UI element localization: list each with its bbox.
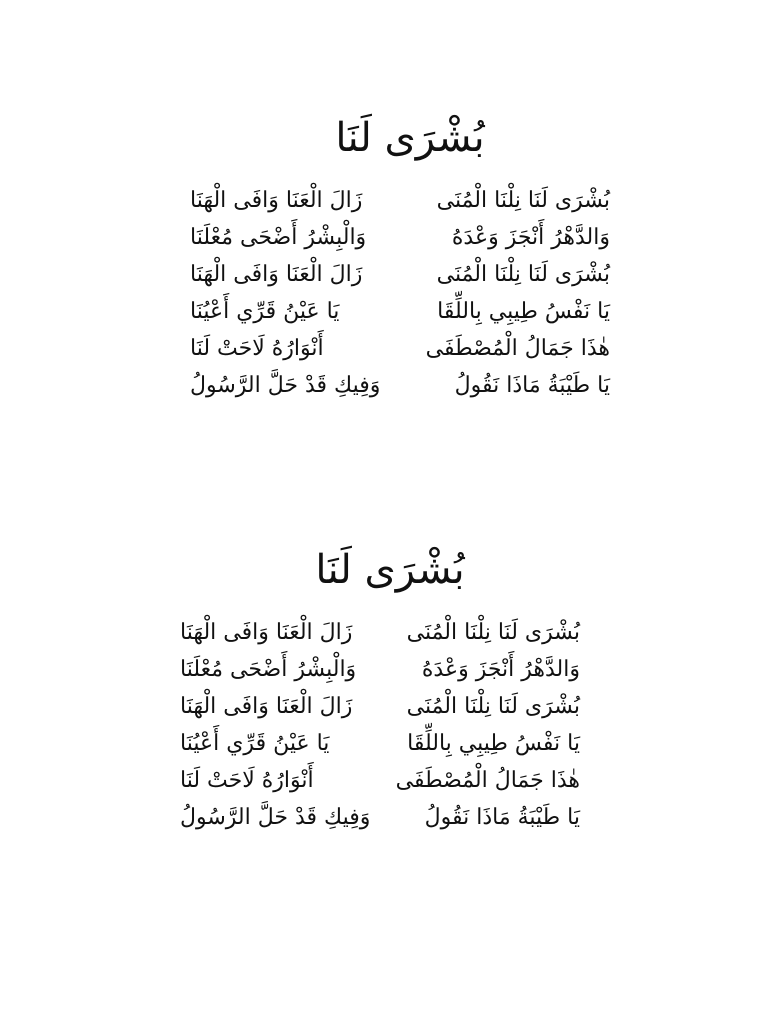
verse-list <box>190 182 610 404</box>
poem-block <box>190 108 610 404</box>
verse-line <box>180 651 580 688</box>
verse-list <box>180 614 580 836</box>
poem-block <box>180 540 580 836</box>
verse-second-hemistich: يَا عَيْنُ قَرِّي أَعْيُنَا <box>180 731 330 756</box>
poem-title: بُشْرَى لَنَا <box>315 547 465 593</box>
verse-first-hemistich: بُشْرَى لَنَا نِلْنَا الْمُنَى <box>436 262 610 287</box>
verse-first-hemistich: بُشْرَى لَنَا نِلْنَا الْمُنَى <box>436 188 610 213</box>
verse-second-hemistich: وَفِيكِ قَدْ حَلَّ الرَّسُولُ <box>180 805 371 830</box>
verse-second-hemistich: زَالَ الْعَنَا وَافَى الْهَنَا <box>190 262 363 287</box>
verse-first-hemistich: يَا نَفْسُ طِيبِي بِاللِّقَا <box>407 731 580 756</box>
verse-first-hemistich: هٰذَا جَمَالُ الْمُصْطَفَى <box>425 336 610 361</box>
verse-second-hemistich: وَفِيكِ قَدْ حَلَّ الرَّسُولُ <box>190 373 381 398</box>
verse-second-hemistich: أَنْوَارُهُ لَاحَتْ لَنَا <box>180 768 314 793</box>
verse-line <box>190 330 610 367</box>
verse-first-hemistich: يَا نَفْسُ طِيبِي بِاللِّقَا <box>437 299 610 324</box>
verse-second-hemistich: أَنْوَارُهُ لَاحَتْ لَنَا <box>190 336 324 361</box>
verse-line <box>180 614 580 651</box>
verse-line <box>190 256 610 293</box>
verse-first-hemistich: وَالدَّهْرُ أَنْجَزَ وَعْدَهُ <box>451 225 610 250</box>
verse-line <box>180 799 580 836</box>
verse-first-hemistich: هٰذَا جَمَالُ الْمُصْطَفَى <box>395 768 580 793</box>
verse-line <box>180 725 580 762</box>
verse-second-hemistich: زَالَ الْعَنَا وَافَى الْهَنَا <box>180 694 353 719</box>
verse-first-hemistich: يَا طَيْبَةُ مَاذَا نَقُولُ <box>454 373 610 398</box>
verse-line <box>190 219 610 256</box>
verse-line <box>180 762 580 799</box>
verse-first-hemistich: بُشْرَى لَنَا نِلْنَا الْمُنَى <box>406 620 580 645</box>
verse-line <box>190 367 610 404</box>
verse-line <box>190 293 610 330</box>
verse-second-hemistich: زَالَ الْعَنَا وَافَى الْهَنَا <box>190 188 363 213</box>
verse-line <box>180 688 580 725</box>
verse-first-hemistich: بُشْرَى لَنَا نِلْنَا الْمُنَى <box>406 694 580 719</box>
verse-second-hemistich: وَالْبِشْرُ أَضْحَى مُعْلَنَا <box>180 657 357 682</box>
verse-second-hemistich: وَالْبِشْرُ أَضْحَى مُعْلَنَا <box>190 225 367 250</box>
verse-second-hemistich: زَالَ الْعَنَا وَافَى الْهَنَا <box>180 620 353 645</box>
poem-title: بُشْرَى لَنَا <box>335 115 485 161</box>
verse-second-hemistich: يَا عَيْنُ قَرِّي أَعْيُنَا <box>190 299 340 324</box>
verse-first-hemistich: وَالدَّهْرُ أَنْجَزَ وَعْدَهُ <box>421 657 580 682</box>
verse-line <box>190 182 610 219</box>
verse-first-hemistich: يَا طَيْبَةُ مَاذَا نَقُولُ <box>424 805 580 830</box>
